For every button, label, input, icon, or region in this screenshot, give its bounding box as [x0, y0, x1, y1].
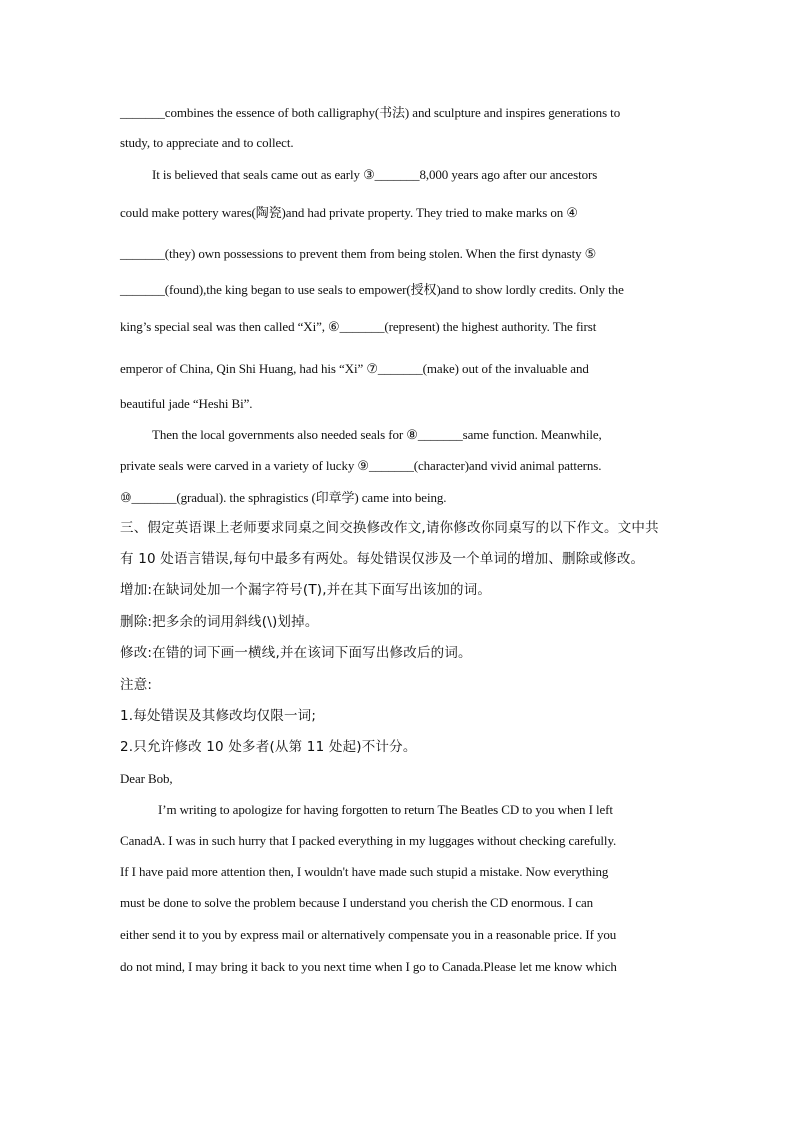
passage-line-11: private seals were carved in a variety of lucky ⑨_______(character)and vivid animal patterns.: [120, 458, 602, 473]
section3-add-rule: 增加:在缺词处加一个漏字符号(T),并在其下面写出该加的词。: [120, 582, 492, 598]
passage-line-12: ⑩_______(gradual). the sphragistics (印章学) came into being.: [120, 490, 447, 505]
passage-line-4: could make pottery wares(陶瓷)and had private property. They tried to make marks on ④: [120, 205, 578, 220]
passage-line-1: _______combines the essence of both calligraphy(书法) and sculpture and inspires generations to: [120, 105, 621, 120]
section3-modify-rule: 修改:在错的词下画一横线,并在该词下面写出修改后的词。: [120, 645, 472, 661]
passage-line-6: _______(found),the king began to use seals to empower(授权)and to show lordly credits. Only the: [120, 282, 624, 297]
letter-line-3: If I have paid more attention then, I wouldn't have made such stupid a mistake. Now everything: [120, 864, 609, 879]
passage-line-8: emperor of China, Qin Shi Huang, had his “Xi” ⑦_______(make) out of the invaluable and: [120, 361, 589, 376]
section3-note-1: 1.每处错误及其修改均仅限一词;: [120, 708, 317, 724]
section3-note-label: 注意:: [120, 677, 153, 693]
passage-line-2: study, to appreciate and to collect.: [120, 135, 294, 150]
section3-heading: 三、假定英语课上老师要求同桌之间交换修改作文,请你修改你同桌写的以下作文。文中共: [120, 520, 659, 536]
passage-line-10: Then the local governments also needed seals for ⑧_______same function. Meanwhile,: [152, 427, 602, 442]
letter-line-1: I’m writing to apologize for having forgotten to return The Beatles CD to you when I left: [158, 802, 613, 817]
passage-line-9: beautiful jade “Heshi Bi”.: [120, 396, 253, 411]
passage-line-5: _______(they) own possessions to prevent them from being stolen. When the first dynasty ⑤: [120, 246, 597, 261]
passage-line-3: It is believed that seals came out as early ③_______8,000 years ago after our ancestors: [152, 167, 598, 182]
letter-line-4: must be done to solve the problem because I understand you cherish the CD enormous. I can: [120, 895, 594, 910]
section3-line-2: 有 10 处语言错误,每句中最多有两处。每处错误仅涉及一个单词的增加、删除或修改。: [120, 551, 645, 567]
letter-line-5: either send it to you by express mail or alternatively compensate you in a reasonable price. If you: [120, 927, 617, 942]
passage-line-7: king’s special seal was then called “Xi”, ⑥_______(represent) the highest authority. The first: [120, 319, 597, 334]
letter-line-6: do not mind, I may bring it back to you next time when I go to Canada.Please let me know which: [120, 959, 617, 974]
letter-greeting: Dear Bob,: [120, 771, 173, 786]
section3-note-2: 2.只允许修改 10 处多者(从第 11 处起)不计分。: [120, 739, 417, 755]
section3-delete-rule: 删除:把多余的词用斜线(\)划掉。: [120, 614, 319, 630]
letter-line-2: CanadA. I was in such hurry that I packed everything in my luggages without checking carefully.: [120, 833, 617, 848]
